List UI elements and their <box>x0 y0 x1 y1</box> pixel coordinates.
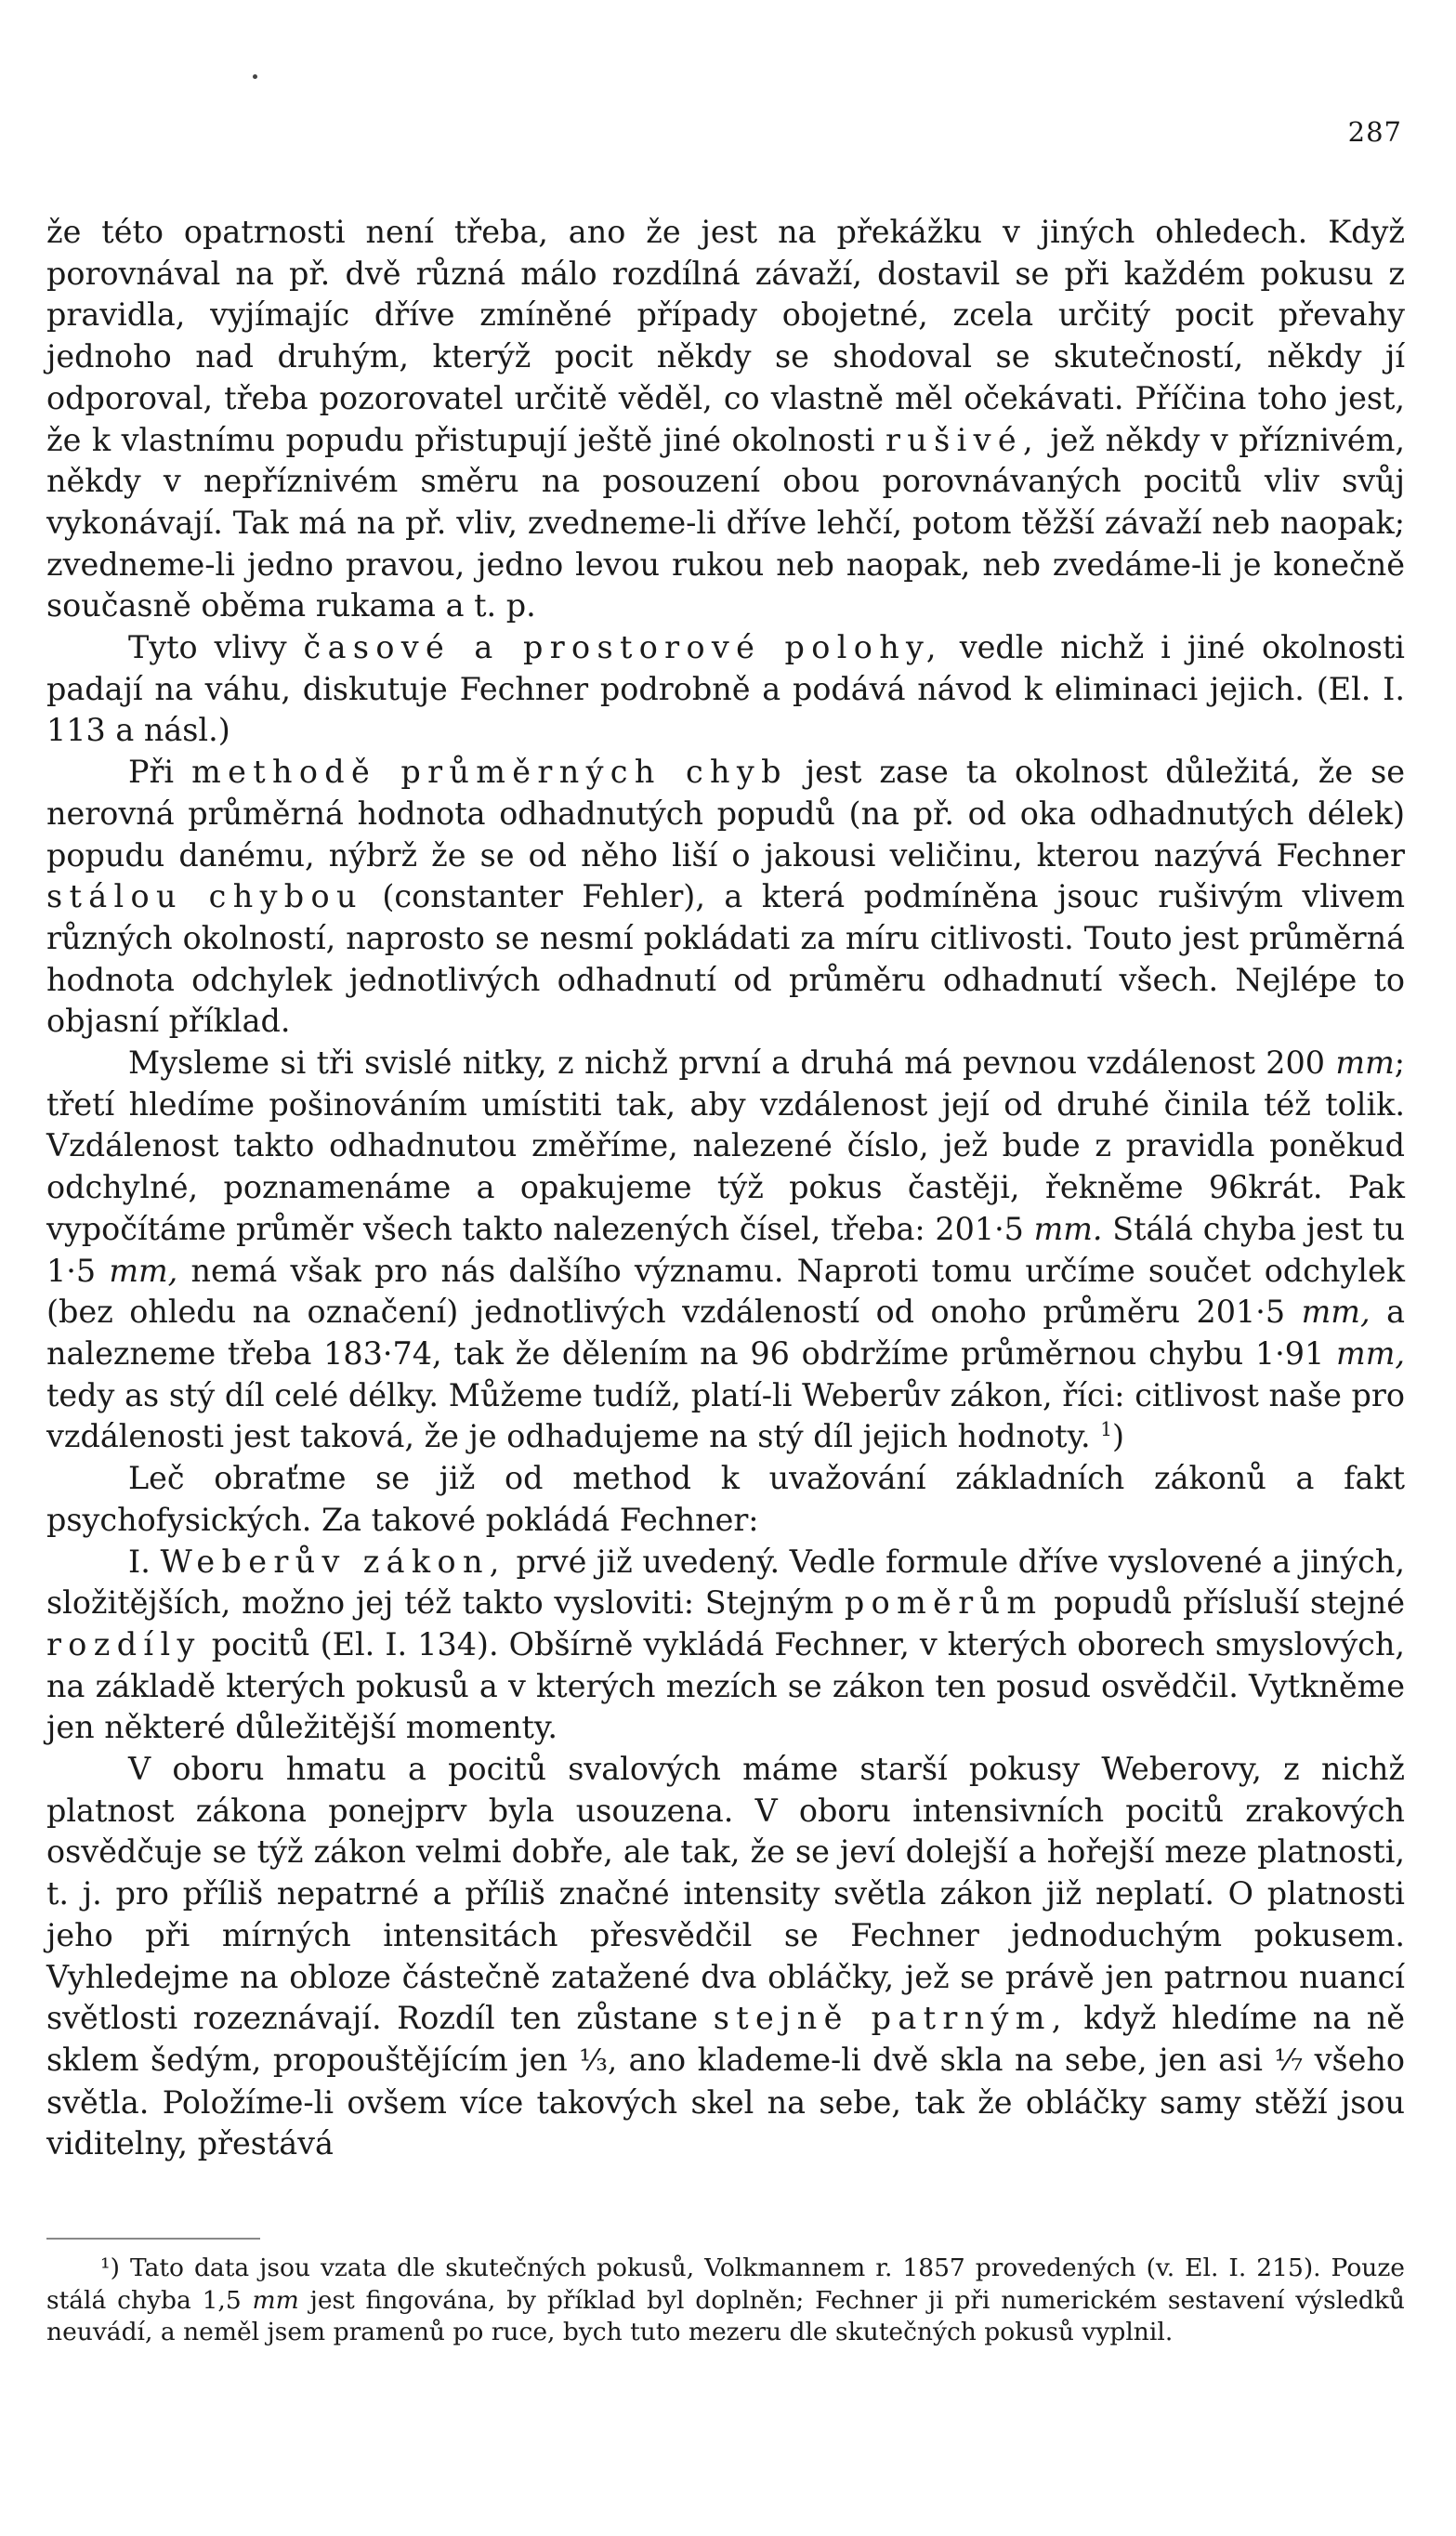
paragraph-3 <box>46 752 1405 1043</box>
text-run: nemá však pro nás dalšího významu. Naproti tomu určíme součet odchylek (bez ohledu na označení) jednotlivých vzdáleností od onoho průměru 201·5 <box>46 1252 1405 1331</box>
unit-mm: mm, <box>109 1252 178 1289</box>
spaced-term: rozdíly <box>46 1625 202 1662</box>
main-text <box>46 212 1405 2165</box>
paragraph-1 <box>46 212 1405 627</box>
text-run: (constanter Fehler), a která podmíněna jsouc rušivým vlivem různých okolností, naprosto se nesmí pokládati za míru citlivosti. Touto jest průměrná hodnota odchylek jednotlivých odhadnutí od průměru odhadnutí všech. Nejlépe to objasní příklad. <box>46 878 1405 1040</box>
text-run: Stálá chyba jest tu 1·5 <box>46 1210 1405 1289</box>
spaced-term: časové a prostorové polohy, <box>303 629 943 666</box>
text-run: vedle nichž i jiné okolnosti padají na váhu, diskutuje Fechner podrobně a podává návod k eliminaci jejich. (El. I. 113 a násl.) <box>46 629 1405 749</box>
spaced-term: poměrům <box>844 1584 1043 1622</box>
text-run: jest zase ta okolnost důležitá, že se nerovná průměrná hodnota odhadnutých popudů (na př. od oka odhadnutých délek) popudu danému, nýbrž že se od něho liší o jakousi veličinu, kterou nazývá Fechner <box>46 754 1405 874</box>
paragraph-6 <box>46 1542 1405 1750</box>
spaced-term: Weberův zákon, <box>160 1543 506 1580</box>
text-run: I. <box>128 1543 151 1580</box>
spaced-term: stejně patrným, <box>713 2000 1069 2037</box>
stray-dot-mark <box>253 74 257 79</box>
page-number: 287 <box>1347 116 1402 148</box>
unit-mm: mm, <box>1336 1334 1405 1372</box>
paragraph-7 <box>46 1749 1405 2165</box>
fraction: ¹⁄₇ <box>1274 2043 1304 2078</box>
text-run: a nalezneme třeba 183·74, tak že dělením na 96 obdržíme průměrnou chybu 1·91 <box>46 1294 1405 1372</box>
unit-mm: mm <box>252 2285 299 2315</box>
text-run: jež někdy v příznivém, někdy v nepříznivém směru na posouzení obou porovnávaných pocitů vliv svůj vykonávají. Tak má na př. vliv, zvedneme-li dříve lehčí, potom těžší závaží neb naopak; zvedneme-li jedno pravou, jedno levou rukou neb naopak, neb zvedáme-li je konečně současně oběma rukama a t. p. <box>46 421 1405 624</box>
text-run: Tato data jsou vzata dle skutečných pokusů, Volkmannem r. 1857 provedených (v. El. I. 215). Pouze stálá chyba 1,5 <box>46 2253 1405 2315</box>
text-run: Tyto vlivy <box>128 629 287 666</box>
unit-mm: mm, <box>1301 1294 1371 1331</box>
paragraph-5 <box>46 1458 1405 1541</box>
text-run: všeho světla. Položíme-li ovšem více takových skel na sebe, tak že obláčky samy stěží jsou viditelny, přestává <box>46 2041 1406 2162</box>
spaced-term: methodě průměrných chyb <box>191 754 788 791</box>
text-run: V oboru hmatu a pocitů svalových máme starší pokusy Weberovy, z nichž platnost zákona ponejprv byla usouzena. V oboru intensivních pocitů zrakových osvědčuje se týž zákon velmi dobře, ale tak, že se jeví dolejší a hořejší meze platnosti, t. j. pro příliš nepatrné a příliš značné intensity světla zákon již neplatí. O platnosti jeho při mírných intensitách přesvědčil se Fechner jednoduchým pokusem. Vyhledejme na obloze částečně zatažené dva obláčky, jež se právě jen patrnou nuancí světlosti rozeznávají. Rozdíl ten zůstane <box>46 1751 1405 2037</box>
spaced-term: rušivé, <box>885 421 1040 458</box>
text-run: Při <box>128 754 175 791</box>
text-run: pocitů (El. I. 134). Obšírně vykládá Fechner, v kterých oborech smyslových, na základě kterých pokusů a v kterých mezích se zákon ten posud osvědčil. Vytkněme jen některé důležitější momenty. <box>46 1625 1405 1746</box>
footnote-marker: ¹) <box>100 2253 120 2282</box>
paragraph-2 <box>46 627 1405 752</box>
text-run: ) <box>1111 1418 1125 1455</box>
text-run: ; třetí hledíme pošinováním umístiti tak, aby vzdálenost její od druhé činila též tolik. Vzdálenost takto odhadnutou změříme, nalezené číslo, jež bude z pravidla poněkud odchylné, poznamenáme a opakujeme týž pokus častěji, řekněme 96krát. Pak vypočítáme průměr všech takto nalezených čísel, třeba: 201·5 <box>46 1045 1405 1247</box>
paragraph-4 <box>46 1043 1405 1458</box>
text-run: že této opatrnosti není třeba, ano že jest na překážku v jiných ohledech. Když porovnával na př. dvě různá málo rozdílná závaží, dostavil se při každém pokusu z pravidla, vyjímajíc dříve zmíněné případy obojetné, zcela určitý pocit převahy jednoho nad druhým, kterýž pocit někdy se shodoval se skutečností, někdy jí odporoval, třeba pozorovatel určitě věděl, co vlastně měl očekávati. Příčina toho jest, že k vlastnímu popudu přistupují ještě jiné okolnosti <box>46 214 1405 458</box>
unit-mm: mm <box>1335 1045 1395 1082</box>
text-run: tedy as stý díl celé délky. Můžeme tudíž, platí-li Weberův zákon, říci: citlivost naše pro vzdálenosti jest taková, že je odhadujeme na stý díl jejich hodnoty. <box>46 1376 1405 1455</box>
text-run: když hledíme na ně sklem šedým, propouštějícím jen <box>46 2000 1405 2078</box>
footnote-reference[interactable]: 1 <box>1100 1418 1112 1441</box>
text-run: Mysleme si tři svislé nitky, z nichž první a druhá má pevnou vzdálenost 200 <box>128 1045 1326 1082</box>
text-run: Leč obraťme se již od method k uvažování základních zákonů a fakt psychofysických. Za takové pokládá Fechner: <box>46 1460 1405 1538</box>
footnote-text <box>46 2253 1405 2349</box>
text-run: ano klademe-li dvě skla na sebe, jen asi <box>628 2041 1263 2078</box>
text-run: jest fingována, by příklad byl doplněn; Fechner ji při numerickém sestavení výsledků neuvádí, a neměl jsem pramenů po ruce, bych tuto mezeru dle skutečných pokusů vyplnil. <box>46 2285 1405 2346</box>
fraction: ¹⁄₃, <box>579 2043 618 2078</box>
text-run: prvé již uvedený. Vedle formule dříve vyslovené a jiných, složitějších, možno jej též takto vysloviti: Stejným <box>46 1543 1405 1622</box>
footnote <box>46 2253 1405 2349</box>
text-run: popudů přísluší stejné <box>1054 1584 1405 1622</box>
footnote-divider <box>46 2238 260 2240</box>
spaced-term: stálou chybou <box>46 878 363 915</box>
unit-mm: mm. <box>1033 1210 1103 1247</box>
